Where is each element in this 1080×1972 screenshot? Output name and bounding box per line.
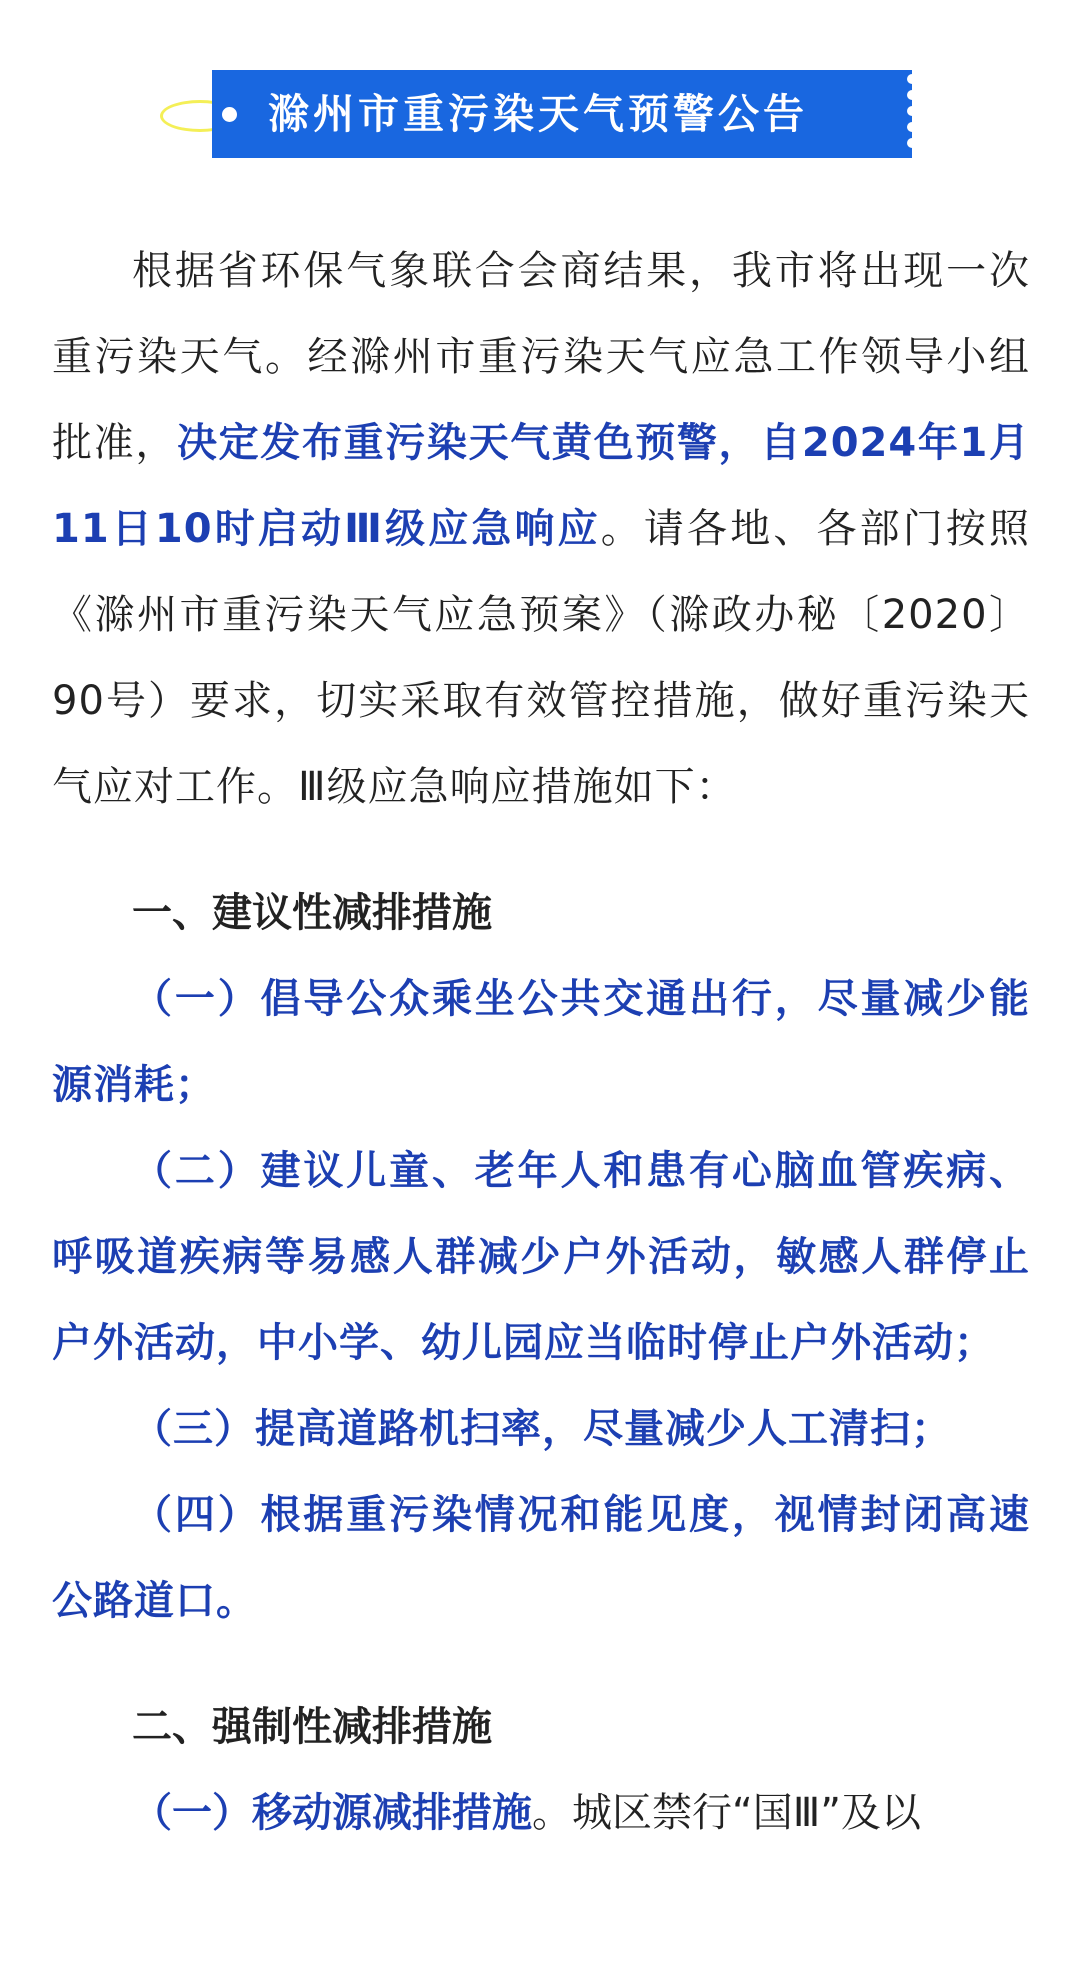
warning-highlight: 决定发布重污染天气黄色预警，自2024年1月11日10时启动Ⅲ级应急响应	[52, 420, 1030, 552]
notch-decoration	[907, 90, 917, 100]
section-heading: 一、建议性减排措施	[132, 890, 492, 936]
dot-decoration	[222, 107, 237, 122]
article-body	[52, 228, 1030, 1856]
measure-item: （四）根据重污染情况和能见度，视情封闭高速公路道口。	[52, 1492, 1030, 1624]
notch-decoration	[907, 122, 917, 132]
notch-decoration	[907, 74, 917, 84]
notch-decoration	[907, 138, 917, 148]
intro-text-continued: 。请各地、各部门按照《滁州市重污染天气应急预案》（滁政办秘〔2020〕90号）要求，切实采取有效管控措施，做好重污染天气应对工作。Ⅲ级应急响应措施如下：	[52, 506, 1031, 810]
intro-text: 根据省环保气象联合会商结果，我市将出现一次重污染天气。经滁州市重污染天气应急工作领导小组批准，	[52, 248, 1030, 466]
measure-label: （一）移动源减排措施	[132, 1790, 532, 1836]
measure-item: （二）建议儿童、老年人和患有心脑血管疾病、呼吸道疾病等易感人群减少户外活动，敏感人群停止户外活动，中小学、幼儿园应当临时停止户外活动；	[52, 1148, 1030, 1366]
measure-text: 。城区禁行“国Ⅲ”及以	[532, 1790, 922, 1836]
section-heading: 二、强制性减排措施	[132, 1704, 492, 1750]
measure-item: （三）提高道路机扫率，尽量减少人工清扫；	[132, 1406, 952, 1452]
partial-measure-line	[52, 1770, 1030, 1856]
page-title: 滁州市重污染天气预警公告	[268, 90, 808, 138]
measure-item: （一）倡导公众乘坐公共交通出行，尽量减少能源消耗；	[52, 976, 1030, 1108]
title-banner	[160, 70, 920, 160]
notch-decoration	[907, 106, 917, 116]
intro-paragraph	[52, 228, 1030, 830]
